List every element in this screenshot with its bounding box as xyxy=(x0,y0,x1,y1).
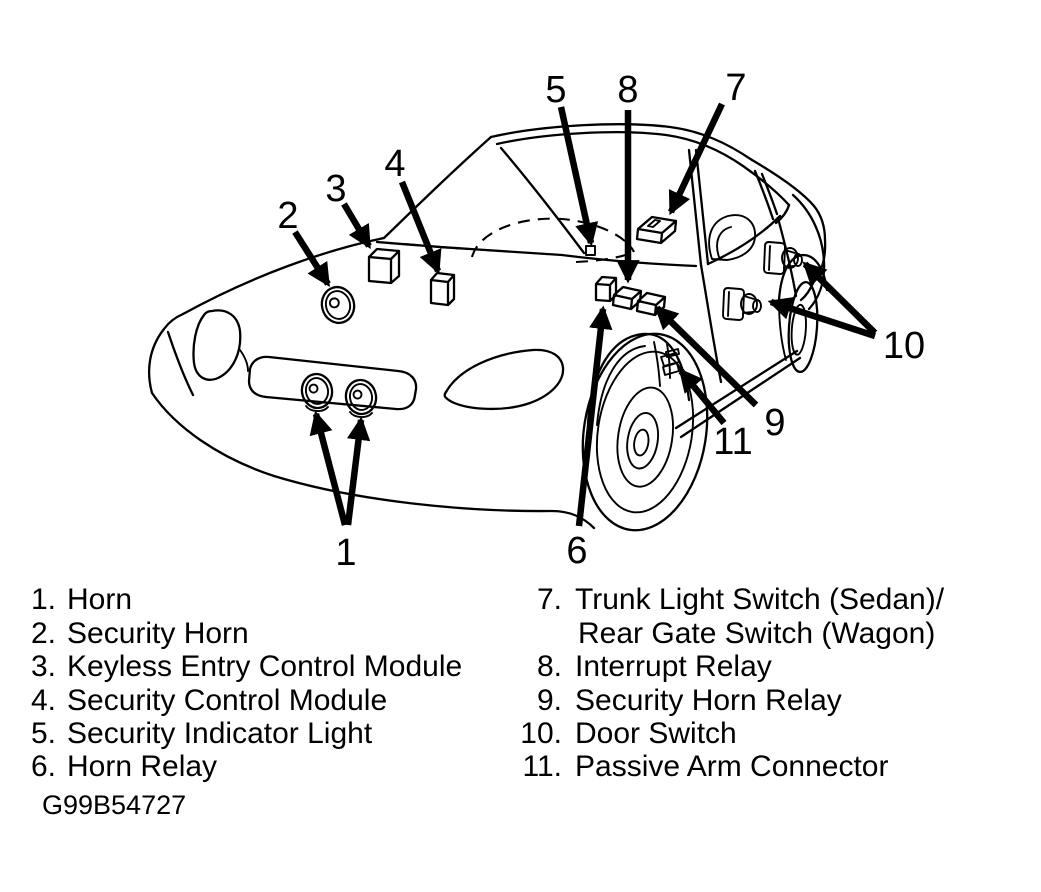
legend-item-10-number: 10. xyxy=(520,717,562,750)
car-body-outline xyxy=(149,124,825,528)
legend-item-1-label: Horn xyxy=(67,583,133,616)
legend-item-3-label: Keyless Entry Control Module xyxy=(67,650,463,683)
legend-item-10-label: Door Switch xyxy=(575,717,737,750)
legend-item-9-number: 9. xyxy=(536,684,562,717)
security-horn-symbol xyxy=(318,283,358,326)
callout-number-1: 1 xyxy=(335,532,357,574)
legend xyxy=(31,583,945,783)
callout-number-5: 5 xyxy=(545,69,567,111)
arrow-4 xyxy=(402,182,438,271)
legend-item-8-label: Interrupt Relay xyxy=(575,650,772,683)
callout-number-7: 7 xyxy=(725,67,747,109)
security-control-module-symbol xyxy=(431,273,454,305)
arrow-5 xyxy=(561,107,591,243)
figure-id: G99B54727 xyxy=(42,790,187,820)
legend-item-7-label: Trunk Light Switch (Sedan)/ xyxy=(575,583,945,616)
legend-item-7-number: 7. xyxy=(536,583,562,616)
callout-number-10: 10 xyxy=(882,325,926,367)
legend-item-7-label-line2: Rear Gate Switch (Wagon) xyxy=(578,617,936,650)
legend-item-1-number: 1. xyxy=(30,583,56,616)
trunk-light-switch-symbol xyxy=(637,217,676,243)
legend-item-4-label: Security Control Module xyxy=(67,684,388,717)
indicator-light-square xyxy=(586,246,595,255)
horn-symbols xyxy=(299,372,378,417)
legend-item-11-number: 11. xyxy=(522,750,562,783)
arrow-7 xyxy=(671,104,722,212)
legend-item-8-number: 8. xyxy=(536,650,562,683)
callout-number-2: 2 xyxy=(277,195,299,237)
callout-number-3: 3 xyxy=(325,168,347,210)
legend-item-2-label: Security Horn xyxy=(67,617,249,650)
arrow-1b xyxy=(348,420,361,525)
legend-right-column xyxy=(520,583,944,783)
callout-number-8: 8 xyxy=(617,69,639,111)
legend-left-column xyxy=(31,583,462,783)
grille xyxy=(249,357,416,409)
arrow-1a xyxy=(316,414,345,525)
legend-item-6-number: 6. xyxy=(30,750,56,783)
car-illustration xyxy=(149,67,925,574)
legend-item-6-label: Horn Relay xyxy=(67,750,218,783)
callout-number-9: 9 xyxy=(764,402,786,444)
legend-item-9-label: Security Horn Relay xyxy=(575,684,842,717)
corner-lamp xyxy=(193,310,248,379)
headlight xyxy=(445,350,563,409)
arrow-2 xyxy=(295,232,328,284)
arrow-3 xyxy=(344,204,369,246)
legend-item-2-number: 2. xyxy=(30,617,56,650)
callout-number-4: 4 xyxy=(384,143,406,185)
legend-item-5-number: 5. xyxy=(30,717,56,750)
legend-item-5-label: Security Indicator Light xyxy=(67,717,373,750)
security-indicator-symbol xyxy=(404,219,634,262)
legend-item-11-label: Passive Arm Connector xyxy=(575,750,889,783)
callout-number-6: 6 xyxy=(566,530,588,572)
seat-headrest xyxy=(709,215,755,260)
legend-item-3-number: 3. xyxy=(30,650,56,683)
keyless-entry-module-symbol xyxy=(369,249,399,283)
legend-item-4-number: 4. xyxy=(30,684,56,717)
callout-number-11: 11 xyxy=(713,421,753,463)
front-wheel-arch xyxy=(588,334,689,425)
callout-arrows xyxy=(295,104,875,526)
